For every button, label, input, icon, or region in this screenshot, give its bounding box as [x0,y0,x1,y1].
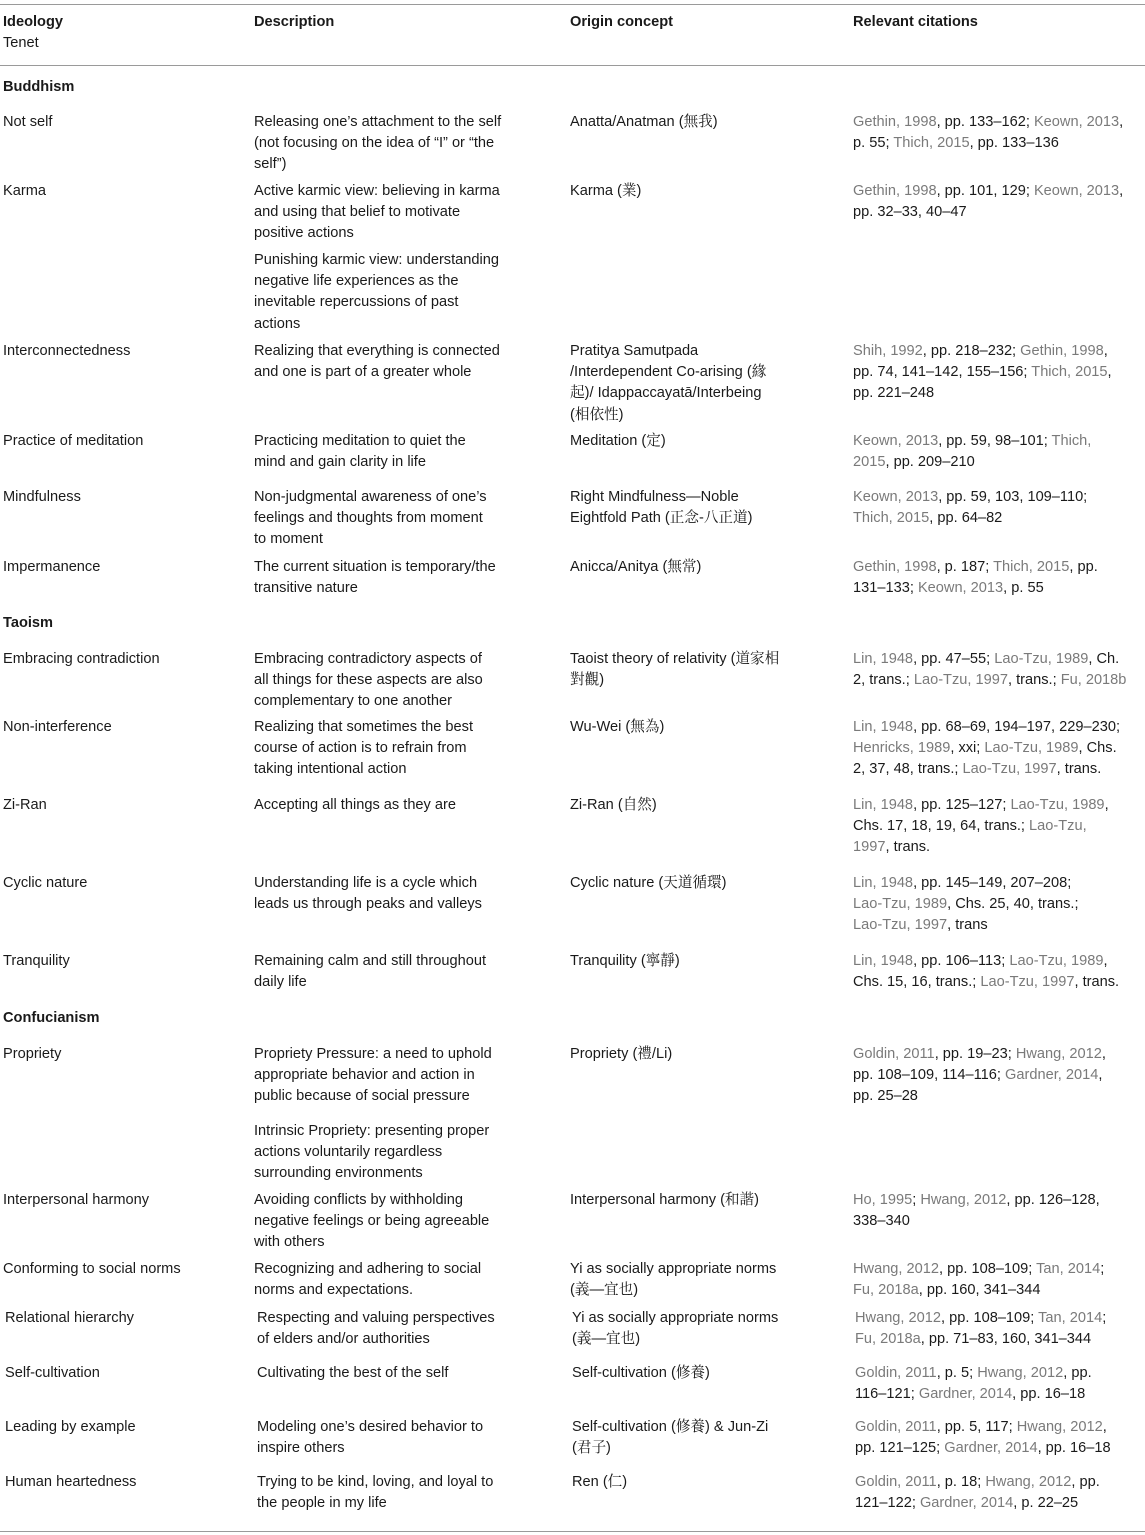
tenet-name: Mindfulness [3,489,81,505]
description-line: to moment [254,531,323,548]
citation-text: pp. 74, 141–142, 155–156; [853,364,1032,381]
citation-line [853,508,1002,529]
origin-concept-line: (義—宜也) [572,1331,641,1348]
citation-text: , pp. 5, 117; [936,1419,1017,1435]
citation-link[interactable]: Gethin, 1998 [1020,343,1104,359]
tenet-name: Non-interference [3,719,112,735]
citation-link[interactable]: Lin, 1948 [853,719,914,735]
description-line: (not focusing on the idea of “I” or “the [254,135,495,152]
citation-text: , trans.; [1007,672,1061,689]
citation-text: , pp. 160, 341–344 [918,1282,1041,1299]
description-line: inspire others [257,1440,345,1457]
citation-link[interactable]: Lin, 1948 [853,953,914,969]
description-line: transitive nature [254,580,358,597]
citation-text: , p. 187; [936,559,994,575]
citation-line [853,649,1119,670]
citation-line [853,1211,910,1232]
tenet-name: Self-cultivation [5,1365,100,1381]
citation-link[interactable]: Thich, 2015 [1031,364,1108,381]
origin-concept-line: Taoist theory of relativity (道家相 [570,651,780,667]
citation-link[interactable]: Keown, 2013 [853,489,939,505]
citation-text: pp. 25–28 [853,1088,918,1105]
citation-text: ; [912,1192,921,1208]
citation-link[interactable]: Hwang, 2012 [853,1261,940,1277]
tenet-name: Propriety [3,1046,62,1062]
citation-link[interactable]: Lao-Tzu, 1997 [962,761,1057,778]
origin-concept-line: Yi as socially appropriate norms [570,1261,777,1277]
origin-concept-line: Anatta/Anatman (無我) [570,114,718,130]
origin-concept-line: Zi-Ran (自然) [570,797,657,813]
origin-concept-line: (相依性) [570,406,624,423]
citation-link[interactable]: Lao-Tzu, 1997 [853,917,948,934]
description-line: The current situation is temporary/the [254,559,496,575]
citation-line [853,972,1119,993]
citation-link[interactable]: Thich, 2015 [893,135,970,152]
citation-link[interactable]: Hwang, 2012 [1015,1046,1102,1062]
citation-link[interactable]: Gardner, 2014 [944,1440,1038,1457]
tenet-name: Practice of meditation [3,433,144,449]
citation-text: , [1104,797,1109,813]
bottom-rule [0,1531,1145,1532]
citation-text: , pp. 68–69, 194–197, 229–230; [913,719,1120,735]
citation-text: , Chs. [1078,740,1117,757]
tenet-name: Cyclic nature [3,875,88,891]
description-line: Respecting and valuing perspectives [257,1310,495,1326]
citation-line [853,362,1112,383]
origin-concept-line: Tranquility (寧靜) [570,953,680,969]
citation-line [853,1065,1102,1086]
citation-link[interactable]: 2015 [853,454,886,471]
citation-link[interactable]: Hwang, 2012 [985,1474,1072,1490]
description-line: Active karmic view: believing in karma [254,183,500,199]
header-origin-concept: Origin concept [570,14,673,30]
origin-concept-line: Self-cultivation (修養) & Jun-Zi [572,1419,769,1435]
citation-line [853,133,1059,154]
origin-concept-line: 對觀) [570,672,605,689]
description-line: taking intentional action [254,761,407,778]
citation-link[interactable]: Henricks, 1989 [853,740,951,757]
description-line: leads us through peaks and valleys [254,896,482,913]
citation-line [853,717,1120,738]
citation-link[interactable]: Tan, 2014 [1038,1310,1103,1326]
citation-text: , [1098,1067,1103,1084]
citation-link[interactable]: Lao-Tzu, 1997 [913,672,1008,689]
citation-link[interactable]: Goldin, 2011 [853,1046,935,1062]
description-line: Non-judgmental awareness of one’s [254,489,487,505]
description-line: Realizing that sometimes the best [254,719,474,735]
citation-text: , pp. 101, 129; [936,183,1034,199]
citation-line [855,1363,1092,1384]
citation-link[interactable]: Lin, 1948 [853,875,914,891]
citation-line [853,915,988,936]
citation-text: , pp. 19–23; [934,1046,1016,1062]
citation-line [853,341,1108,362]
tenet-name: Human heartedness [5,1474,137,1490]
citation-text: , p. 22–25 [1013,1495,1079,1512]
origin-concept-line: Yi as socially appropriate norms [572,1310,779,1326]
citation-line [853,951,1108,972]
citation-line [855,1417,1107,1438]
citation-line [853,431,1091,452]
citation-text: , pp. 59, 98–101; [938,433,1052,449]
origin-concept-line: Meditation (定) [570,433,666,449]
citation-text: pp. 108–109, 114–116; [853,1067,1006,1084]
citation-link[interactable]: Hwang, 2012 [1016,1419,1103,1435]
citation-link[interactable]: Thich, 2015 [853,510,930,527]
citation-text: , [1119,114,1124,130]
top-rule [0,4,1145,5]
citation-link[interactable]: Ho, 1995 [853,1192,913,1208]
citation-text: , pp. 59, 103, 109–110; [938,489,1088,505]
citation-link[interactable]: Goldin, 2011 [855,1365,937,1381]
citation-text: 2, 37, 48, trans.; [853,761,963,778]
tenet-name: Not self [3,114,53,130]
citation-text: , pp. 16–18 [1012,1386,1086,1403]
description-line: daily life [254,974,307,991]
citation-text: pp. 121–125; [855,1440,945,1457]
description-line: Propriety Pressure: a need to uphold [254,1046,492,1062]
tenet-name: Interpersonal harmony [3,1192,150,1208]
citation-text: p. 55; [853,135,894,152]
description-line: Intrinsic Propriety: presenting proper [254,1123,490,1139]
citation-text: , [1101,1046,1106,1062]
description-line: Avoiding conflicts by withholding [254,1192,464,1208]
citation-line [853,202,967,223]
description-line: positive actions [254,225,354,242]
citation-line [855,1493,1078,1514]
tenet-name: Leading by example [5,1419,136,1435]
citation-text: , pp. 16–18 [1037,1440,1111,1457]
tenet-name: Impermanence [3,559,101,575]
origin-concept-line: Anicca/Anitya (無常) [570,559,702,575]
citation-text: pp. 221–248 [853,385,935,402]
citation-text: pp. 32–33, 40–47 [853,204,967,221]
citation-text: , [1107,364,1112,381]
description-line: the people in my life [257,1495,387,1512]
citation-link[interactable]: Goldin, 2011 [855,1419,937,1435]
citation-text: ; [1100,1261,1105,1277]
citation-link[interactable]: Lao-Tzu, 1989 [853,896,948,913]
tenet-name: Tranquility [3,953,70,969]
citation-link[interactable]: Lao-Tzu, [1029,818,1087,835]
description-line: and one is part of a greater whole [254,364,472,381]
citation-line [853,452,975,473]
citation-text: 121–122; [855,1495,920,1512]
citation-link[interactable]: Gardner, 2014 [918,1386,1013,1403]
citation-line [853,873,1071,894]
citation-text: , [1103,343,1108,359]
tenet-name: Relational hierarchy [5,1310,134,1326]
citation-line [853,1086,918,1107]
citation-line [853,1280,1040,1301]
citation-line [855,1472,1100,1493]
citation-text: 338–340 [853,1213,910,1230]
description-line: surrounding environments [254,1165,423,1182]
citation-text: Chs. 15, 16, trans.; [853,974,981,991]
citation-line [853,1190,1100,1211]
description-line: Releasing one’s attachment to the self [254,114,502,130]
header-ideology: Ideology [3,14,63,30]
citation-link[interactable]: Keown, 2013 [1033,183,1120,199]
citation-line [853,837,930,858]
citation-text: , pp. 133–136 [969,135,1059,152]
description-line: negative life experiences as the [254,273,459,290]
citation-text: Chs. 17, 18, 19, 64, trans.; [853,818,1030,835]
citation-text: ; [1102,1310,1107,1326]
description-line: actions [254,315,301,332]
citation-line [855,1384,1085,1405]
description-line: Understanding life is a cycle which [254,875,478,891]
description-line: appropriate behavior and action in [254,1067,475,1084]
origin-concept-line: Pratitya Samutpada [570,343,699,359]
citation-link[interactable]: Lao-Tzu, 1989 [984,740,1079,757]
citation-line [853,1044,1106,1065]
description-line: mind and gain clarity in life [254,454,426,471]
citation-link[interactable]: Lao-Tzu, 1989 [1010,797,1105,813]
citation-text: , trans. [1056,761,1102,778]
citation-text: , Chs. 25, 40, trans.; [947,896,1079,913]
citation-line [853,759,1101,780]
citation-text: , trans. [885,839,931,856]
citation-text: , [1102,1419,1107,1435]
citation-line [853,487,1087,508]
origin-concept-line: (君子) [572,1440,611,1457]
citation-link[interactable]: Lao-Tzu, 1997 [980,974,1075,991]
citation-link[interactable]: Lin, 1948 [853,797,914,813]
citation-link[interactable]: Keown, 2013 [1033,114,1120,130]
origin-concept-line: 起)/ Idappaccayatā/Interbeing [570,385,762,402]
origin-concept-line: Propriety (禮/Li) [570,1046,673,1062]
citation-line [853,578,1044,599]
group-heading: Taoism [3,615,54,631]
description-line: Accepting all things as they are [254,797,456,813]
citation-line [853,181,1123,202]
origin-concept-line: Cyclic nature (天道循環) [570,875,727,891]
tenet-name: Conforming to social norms [3,1261,181,1277]
citation-link[interactable]: Gethin, 1998 [853,183,937,199]
description-line: and using that belief to motivate [254,204,461,221]
description-line: inevitable repercussions of past [254,294,459,311]
description-line: with others [254,1234,325,1251]
description-line: Cultivating the best of the self [257,1365,449,1381]
citation-text: , pp. [1069,559,1098,575]
description-line: public because of social pressure [254,1088,470,1105]
description-line: Practicing meditation to quiet the [254,433,466,449]
citation-line [853,557,1098,578]
citation-text: , xxi; [950,740,985,757]
origin-concept-line: Eightfold Path (正念-八正道) [570,510,753,527]
citation-link[interactable]: Lao-Tzu, 1989 [1009,953,1104,969]
citation-text: 116–121; [855,1386,919,1403]
citation-text: 2, trans.; [853,672,914,689]
citation-text: , pp. 209–210 [885,454,975,471]
description-line: Realizing that everything is connected [254,343,500,359]
citation-text: , pp. 47–55; [913,651,995,667]
citation-line [855,1438,1111,1459]
citation-link[interactable]: Thich, [1051,433,1092,449]
citation-link[interactable]: 1997 [853,839,886,856]
citation-text: , p. 18; [936,1474,986,1490]
citation-line [853,738,1117,759]
citation-text: , pp. 218–232; [922,343,1021,359]
citation-text: , [1103,953,1108,969]
origin-concept-line: Karma (業) [570,183,642,199]
tenet-name: Interconnectedness [3,343,131,359]
description-line: feelings and thoughts from moment [254,510,483,527]
citation-line [855,1308,1106,1329]
citation-link[interactable]: Lin, 1948 [853,651,914,667]
citation-link[interactable]: Fu, 2018b [1060,672,1127,689]
citation-line [853,816,1087,837]
origin-concept-line: Wu-Wei (無為) [570,719,665,735]
citation-text: , pp. 133–162; [936,114,1034,130]
citation-link[interactable]: Goldin, 2011 [855,1474,937,1490]
header-tenet: Tenet [3,35,39,51]
origin-concept-line: Ren (仁) [572,1474,628,1490]
citation-text: 131–133; [853,580,918,597]
citation-text: , pp. 64–82 [929,510,1003,527]
description-line: actions voluntarily regardless [254,1144,443,1161]
citation-text: , p. 5; [936,1365,978,1381]
header-relevant-citations: Relevant citations [853,14,978,30]
description-line: Recognizing and adhering to social [254,1261,482,1277]
tenet-name: Embracing contradiction [3,651,160,667]
description-line: course of action is to refrain from [254,740,467,757]
tenet-name: Zi-Ran [3,797,47,813]
description-line: self”) [254,156,287,173]
citation-link[interactable]: Fu, 2018a [855,1331,921,1348]
citation-link[interactable]: Lao-Tzu, 1989 [994,651,1089,667]
citation-link[interactable]: Keown, 2013 [917,580,1004,597]
citation-line [855,1329,1091,1350]
citation-link[interactable]: Hwang, 2012 [855,1310,942,1326]
group-heading: Confucianism [3,1010,100,1026]
citation-link[interactable]: Shih, 1992 [853,343,923,359]
citation-link[interactable]: Keown, 2013 [853,433,939,449]
header-description: Description [254,14,335,30]
citation-text: , p. 55 [1003,580,1044,597]
citation-link[interactable]: Gardner, 2014 [1005,1067,1099,1084]
citation-line [853,383,934,404]
citation-line [853,894,1079,915]
citation-text: , pp. 108–109; [941,1310,1039,1326]
description-line: Trying to be kind, loving, and loyal to [257,1474,494,1490]
origin-concept-line: Interpersonal harmony (和諧) [570,1192,759,1208]
description-line: Modeling one’s desired behavior to [257,1419,484,1435]
citation-line [853,112,1123,133]
citation-link[interactable]: Gethin, 1998 [853,559,937,575]
citation-link[interactable]: Tan, 2014 [1036,1261,1101,1277]
citation-text: , pp. [1063,1365,1092,1381]
citation-text: , pp. 145–149, 207–208; [913,875,1072,891]
description-line: norms and expectations. [254,1282,413,1299]
citation-text: , Ch. [1088,651,1120,667]
origin-concept-line: Right Mindfulness—Noble [570,489,739,505]
citation-text: , pp. 125–127; [913,797,1011,813]
description-line: Embracing contradictory aspects of [254,651,482,667]
description-line: Punishing karmic view: understanding [254,252,499,268]
citation-text: , pp. [1071,1474,1100,1490]
description-line: all things for these aspects are also [254,672,483,689]
citation-line [853,1259,1104,1280]
header-rule [0,65,1145,66]
citation-link[interactable]: Gardner, 2014 [919,1495,1014,1512]
citation-link[interactable]: Gethin, 1998 [853,114,937,130]
description-line: Remaining calm and still throughout [254,953,487,969]
origin-concept-line: (義—宜也) [570,1282,639,1299]
citation-line [853,670,1126,691]
citation-link[interactable]: Fu, 2018a [853,1282,919,1299]
citation-link[interactable]: Hwang, 2012 [977,1365,1064,1381]
citation-text: , [1119,183,1124,199]
origin-concept-line: Self-cultivation (修養) [572,1365,710,1381]
tenet-name: Karma [3,183,46,199]
citation-text: , pp. 106–113; [913,953,1010,969]
description-line: of elders and/or authorities [257,1331,430,1348]
description-line: complementary to one another [254,693,452,710]
citation-text: , pp. 126–128, [1006,1192,1100,1208]
citation-text: , trans [947,917,988,934]
citation-link[interactable]: Thich, 2015 [993,559,1070,575]
citation-link[interactable]: Hwang, 2012 [920,1192,1007,1208]
citation-text: , trans. [1074,974,1120,991]
citation-line [853,795,1109,816]
citation-text: , pp. 71–83, 160, 341–344 [920,1331,1092,1348]
description-line: negative feelings or being agreeable [254,1213,490,1230]
group-heading: Buddhism [3,79,75,95]
citation-text: , pp. 108–109; [939,1261,1037,1277]
origin-concept-line: /Interdependent Co-arising (緣 [570,364,767,381]
